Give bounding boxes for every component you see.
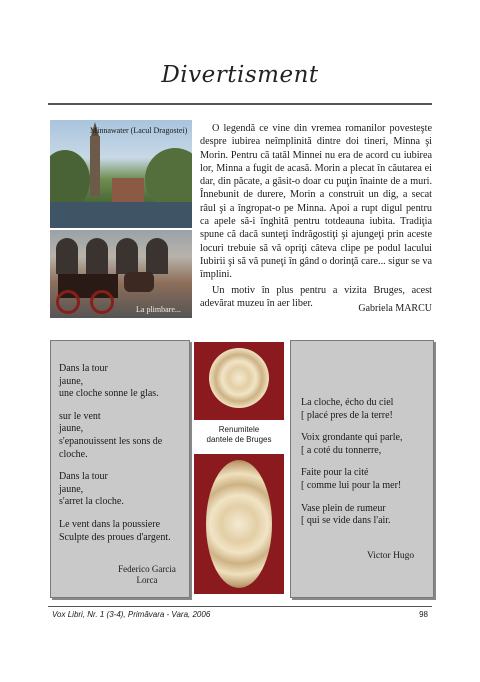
photo-carriage (50, 230, 192, 318)
poem-stanza: Voix grondante qui parle, [ a coté du tonnerre, (301, 432, 403, 456)
footer (52, 610, 428, 619)
legend-story (200, 122, 432, 310)
story-author: Gabriela MARCU (358, 303, 432, 314)
poem-stanza: Dans la tour jaune, une cloche sonne le glas. (59, 363, 159, 400)
poem-stanza: La cloche, écho du ciel [ placé pres de la terre! (301, 397, 394, 421)
poem-stanza: Vase plein de rumeur [ qui se vide dans l'air. (301, 502, 391, 527)
poem-box-lorca (50, 340, 190, 598)
journal-citation: Vox Libri, Nr. 1 (3-4), Primăvara - Vara, 2006 (52, 610, 211, 619)
lace-photo-oval (194, 454, 284, 594)
lace-photo-round (194, 342, 284, 420)
page-title: Divertisment (161, 62, 319, 88)
story-paragraph: O legendă ce vine din vremea romanilor povesteşte despre iubirea neîmplinită dintre doi tineri, Minna şi Morin. Pentru că tatăl Minnei nu era de acord cu iubirea lor, Minna a fugit de acasă. Morin a plecat în căutarea ei dar, din păcate, a găsit-o doar cu puţin înainte de a muri. Înnebunit de durere, Morin a construit un dig, a secat râul şi a îngropat-o pe Minna. Apoi a rupt digul pentru ca apele să-i înghită pentru totdeauna iubita. Tradiţia spune că dacă sunteţi îndrăgostiţi şi ajungeţi prin aceste locuri trebuie să vă opriţi câteva clipe pe podul lacului Iubirii şi să vă puneţi în gând o dorinţă care... sigur se va împlini. (200, 123, 432, 281)
page-number: 98 (419, 610, 428, 619)
poem-author-hugo: Victor Hugo (367, 551, 415, 561)
photo-caption-carriage: La plimbare... (136, 305, 181, 314)
photo-caption-minnawater: Minnawater (Lacul Dragostei) (90, 126, 188, 135)
poem-stanza: Le vent dans la poussiere Sculpte des proues d'argent. (59, 518, 171, 543)
story-paragraph: Un motiv în plus pentru a vizita Bruges, acest adevărat muzeu în aer liber. (200, 284, 432, 309)
poem-stanza: Dans la tour jaune, s'arret la cloche. (59, 471, 124, 508)
poem-stanza: sur le vent jaune, s'epanouissent les sons de cloche. (59, 410, 163, 460)
title-rule (48, 103, 432, 105)
photo-minnawater (50, 120, 192, 228)
footer-rule (48, 606, 432, 607)
poem-stanza: Faite pour la cité [ comme lui pour la mer! (301, 467, 402, 491)
lace-caption: Renumitele dantele de Bruges (206, 425, 272, 444)
poem-author-lorca: Federico Garcia Lorca (118, 564, 176, 585)
poem-box-hugo (290, 340, 434, 598)
